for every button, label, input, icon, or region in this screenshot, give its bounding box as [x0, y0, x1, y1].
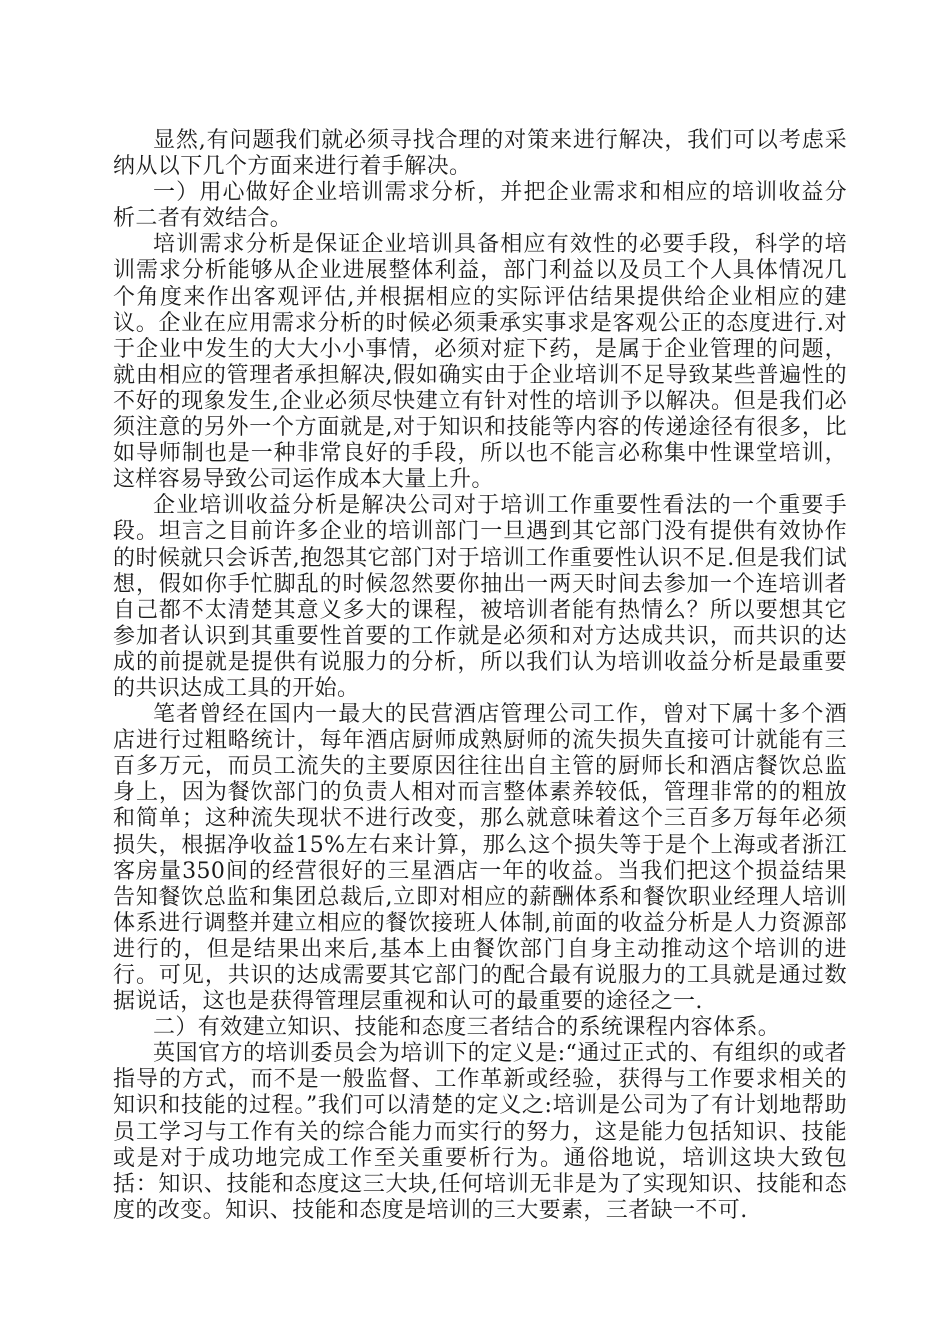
paragraph-benefit-analysis: 企业培训收益分析是解决公司对于培训工作重要性看法的一个重要手段。坦言之目前许多企业的培训部门一旦遇到其它部门没有提供有效协作的时候就只会诉苦,抱怨其它部门对于培训工作重要性认识不足.但是我们试想，假如你手忙脚乱的时候忽然要你抽出一两天时间去参加一个连培训者自己都不太清楚其意义多大的课程，被培训者能有热情么？所以要想其它参加者认识到其重要性首要的工作就是必须和对方达成共识，而共识的达成的前提就是提供有说服力的分析，所以我们认为培训收益分析是最重要的共识达成工具的开始。: [113, 493, 847, 701]
paragraph-case-study: 笔者曾经在国内一最大的民营酒店管理公司工作，曾对下属十多个酒店进行过粗略统计，每年酒店厨师成熟厨师的流失损失直接可计就能有三百多万元，而员工流失的主要原因往往出自主管的厨师长和酒店餐饮总监身上，因为餐饮部门的负责人相对而言整体素养较低，管理非常的的粗放和简单；这种流失现状不进行改变，那么就意味着这个三百多万每年必须损失，根据净收益15%左右来计算，那么这个损失等于是个上海或者浙江客房量350间的经营很好的三星酒店一年的收益。当我们把这个损益结果告知餐饮总监和集团总裁后,立即对相应的薪酬体系和餐饮职业经理人培训体系进行调整并建立相应的餐饮接班人体制,前面的收益分析是人力资源部进行的，但是结果出来后,基本上由餐饮部门自身主动推动这个培训的进行。可见，共识的达成需要其它部门的配合最有说服力的工具就是通过数据说话，这也是获得管理层重视和认可的最重要的途径之一.: [113, 702, 847, 1015]
paragraph-intro: 显然,有问题我们就必须寻找合理的对策来进行解决，我们可以考虑采纳从以下几个方面来进行着手解决。: [113, 128, 847, 180]
section-heading-2: 二）有效建立知识、技能和态度三者结合的系统课程内容体系。: [153, 1015, 781, 1041]
paragraph-training-definition: 英国官方的培训委员会为培训下的定义是:“通过正式的、有组织的或者指导的方式，而不是一般监督、工作革新或经验，获得与工作要求相关的知识和技能的过程。”我们可以清楚的定义之:培训是公司为了有计划地帮助员工学习与工作有关的综合能力而实行的努力，这是能力包括知识、技能或是对于成功地完成工作至关重要析行为。通俗地说，培训这块大致包括：知识、技能和态度这三大块,任何培训无非是为了实现知识、技能和态度的改变。知识、技能和态度是培训的三大要素，三者缺一不可.: [113, 1041, 847, 1223]
section-heading-1: 一）用心做好企业培训需求分析，并把企业需求和相应的培训收益分析二者有效结合。: [113, 180, 847, 232]
document-body: [113, 128, 847, 1224]
paragraph-needs-analysis: 培训需求分析是保证企业培训具备相应有效性的必要手段，科学的培训需求分析能够从企业进展整体利益，部门利益以及员工个人具体情况几个角度来作出客观评估,并根据相应的实际评估结果提供给企业相应的建议。企业在应用需求分析的时候必须秉承实事求是客观公正的态度进行.对于企业中发生的大大小小事情，必须对症下药，是属于企业管理的问题，就由相应的管理者承担解决,假如确实由于企业培训不足导致某些普遍性的不好的现象发生,企业必须尽快建立有针对性的培训予以解决。但是我们必须注意的另外一个方面就是,对于知识和技能等内容的传递途径有很多，比如导师制也是一种非常良好的手段，所以也不能言必称集中性课堂培训，这样容易导致公司运作成本大量上升。: [113, 232, 847, 493]
